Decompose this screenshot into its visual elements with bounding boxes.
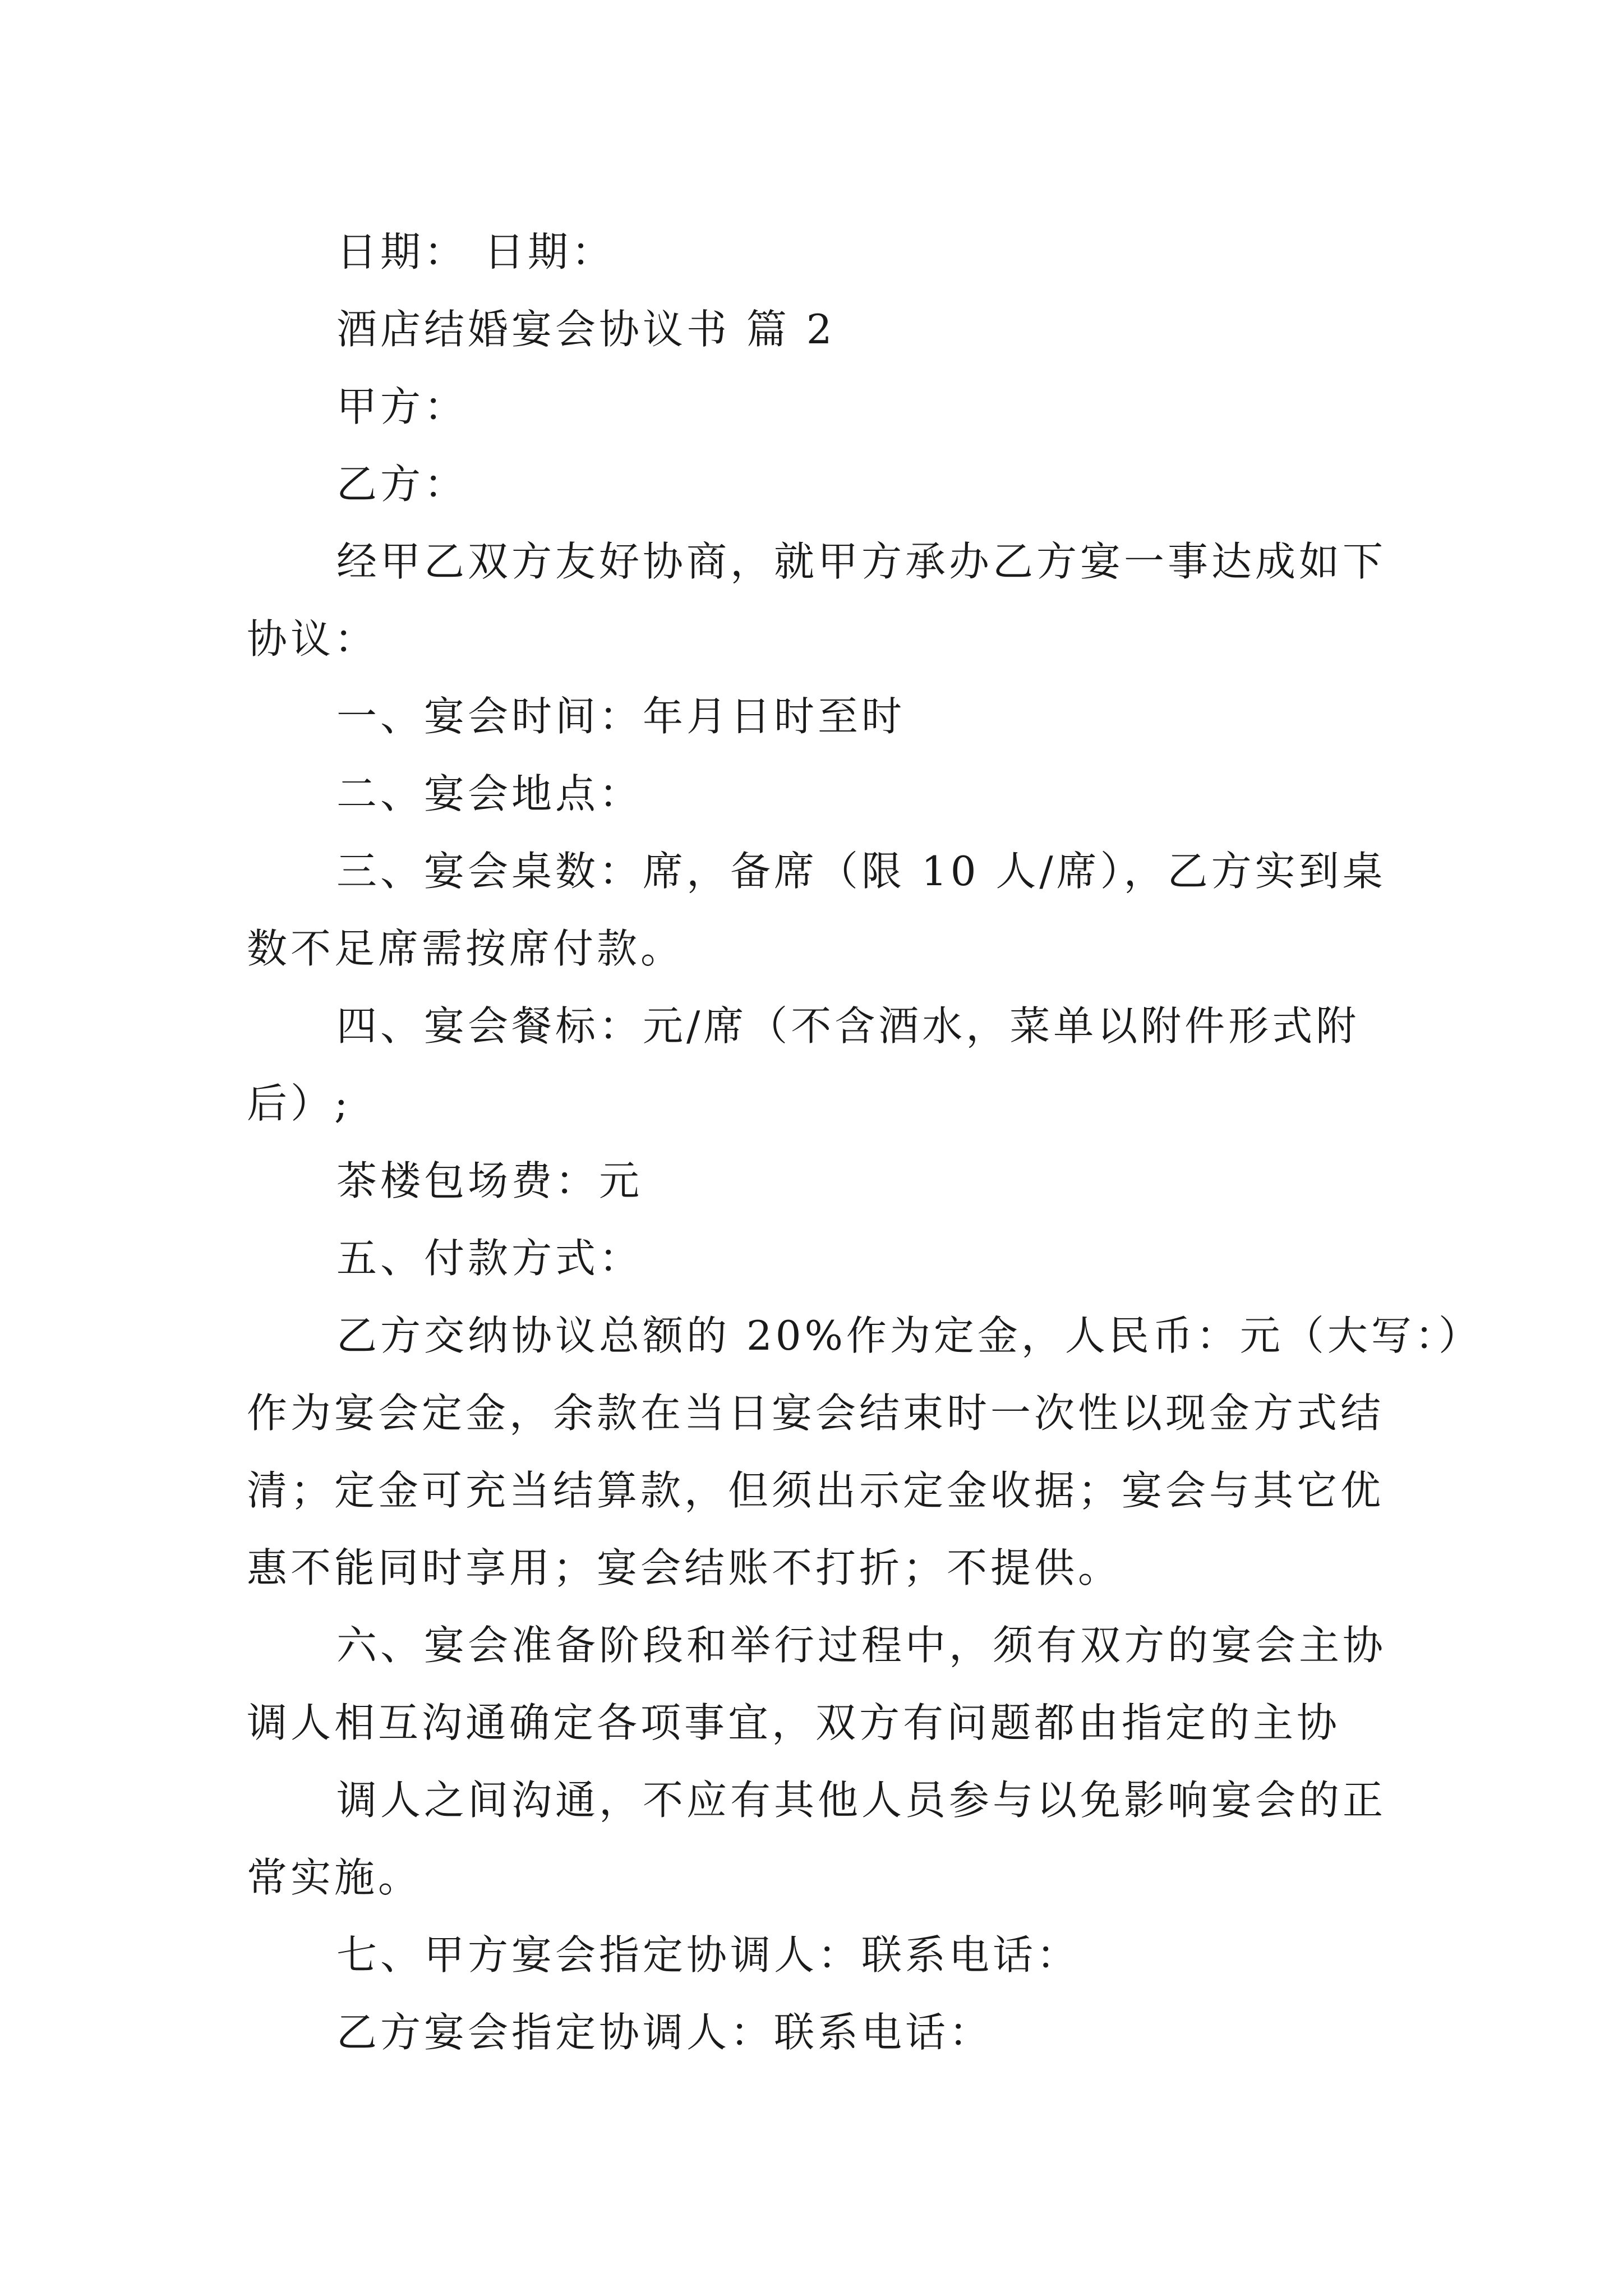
clause-6-line-3: 调人之间沟通，不应有其他人员参与以免影响宴会的正 xyxy=(336,1777,1387,1824)
clause-5: 五、付款方式： xyxy=(336,1235,643,1282)
payment-line-1: 乙方交纳协议总额的 20%作为定金，人民币：元（大写：） xyxy=(336,1312,1482,1359)
clause-4-line-2: 后）; xyxy=(247,1080,352,1127)
clause-2: 二、宴会地点： xyxy=(336,770,643,817)
clause-7-line-1: 七、甲方宴会指定协调人：联系电话： xyxy=(336,1931,1081,1978)
party-a-line: 甲方： xyxy=(336,383,468,430)
payment-line-3: 清；定金可充当结算款，但须出示定金收据；宴会与其它优 xyxy=(247,1467,1385,1514)
clause-3-line-2: 数不足席需按席付款。 xyxy=(247,925,685,972)
payment-line-2: 作为宴会定金，余款在当日宴会结束时一次性以现金方式结 xyxy=(247,1389,1385,1437)
clause-7-line-2: 乙方宴会指定协调人：联系电话： xyxy=(336,2009,993,2056)
clause-6-line-2: 调人相互沟通确定各项事宜，双方有问题都由指定的主协 xyxy=(247,1699,1341,1746)
document-body xyxy=(247,213,1482,2071)
payment-line-4: 惠不能同时享用；宴会结账不打折；不提供。 xyxy=(247,1544,1122,1591)
intro-line-2: 协议： xyxy=(247,615,379,662)
section-title: 酒店结婚宴会协议书 篇 2 xyxy=(336,306,836,353)
party-b-line: 乙方： xyxy=(336,461,468,508)
intro-line-1: 经甲乙双方友好协商，就甲方承办乙方宴一事达成如下 xyxy=(336,538,1387,585)
clause-6-line-4: 常实施。 xyxy=(247,1854,422,1901)
clause-4-line-1: 四、宴会餐标：元/席（不含酒水，菜单以附件形式附 xyxy=(336,1002,1360,1050)
tea-house-fee: 茶楼包场费：元 xyxy=(336,1157,643,1204)
clause-3-line-1: 三、宴会桌数：席，备席（限 10 人/席），乙方实到桌 xyxy=(336,848,1386,895)
clause-1: 一、宴会时间：年月日时至时 xyxy=(336,693,906,740)
clause-6-line-1: 六、宴会准备阶段和举行过程中，须有双方的宴会主协 xyxy=(336,1622,1387,1669)
date-line: 日期： 日期： xyxy=(336,228,615,275)
